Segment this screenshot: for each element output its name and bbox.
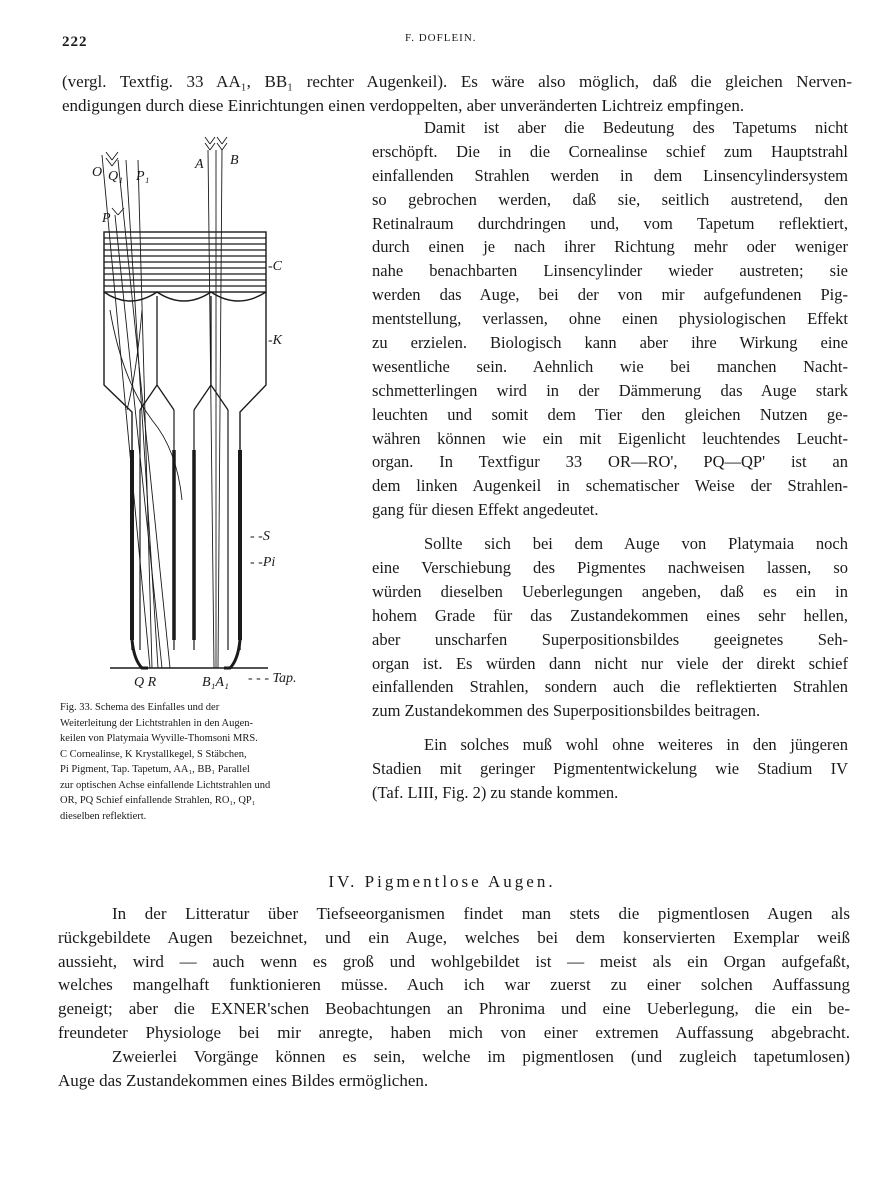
caption-line: C Cornealinse, K Krystallkegel, S Stäbchen, — [60, 748, 247, 760]
text-line: eine Verschiebung des Pigmentes nachweisen lassen, so — [372, 558, 848, 578]
text-line: freundeter Physiologe bei mir anregte, haben mich von einer extremen Auffassung abgebracht. — [58, 1022, 850, 1042]
text-line: nahe benachbarten Linsencylinder wieder austreten; sie — [372, 261, 848, 281]
text-line: dem linken Augenkeil in schematischer Weise der Strahlen- — [372, 476, 848, 496]
text-line: erschöpft. Die in die Cornealinse schief zum Hauptstrahl — [372, 141, 848, 161]
text-line: Zweierlei Vorgänge können es sein, welche im pigmentlosen (und zugleich tapetumlosen) — [112, 1046, 850, 1066]
intro-text — [62, 70, 852, 118]
label-o: O — [92, 165, 103, 180]
caption-line: dieselben reflektiert. — [60, 810, 147, 822]
caption-line: OR, PQ Schief einfallende Strahlen, RO₁, QP₁ — [60, 795, 256, 806]
text-line: zum Zustandekommen des Superpositionsbildes beitragen. — [372, 701, 761, 721]
text-line: würden dieselben Ueberlegungen angeben, daß es ein in — [372, 581, 848, 601]
label-k: -K — [268, 333, 282, 348]
text-line: Damit ist aber die Bedeutung des Tapetums nicht — [424, 118, 848, 137]
running-head: F. DOFLEIN. — [405, 32, 477, 44]
text-line: einfallenden Strahlen, sondern auch die reflektierten Strahlen — [372, 677, 848, 697]
label-b1a1: B₁A₁ — [202, 675, 229, 690]
text-line: Auge das Zustandekommen eines Bildes ermöglichen. — [58, 1070, 429, 1090]
text-line: In der Litteratur über Tiefseeorganismen findet man stets die pigmentlosen Augen als — [112, 904, 850, 923]
text-line: wesentliche sein. Aehnlich wie bei manchen Nacht- — [372, 356, 848, 376]
label-c: -C — [268, 259, 282, 274]
label-qr: Q R — [134, 675, 157, 690]
text-line: schmetterlingen wird in der Dämmerung das Auge stark — [372, 380, 848, 400]
text-line: (vergl. Textfig. 33 AA₁, BB₁ rechter Augenkeil). Es wäre also möglich, daß die gleichen Nerven- — [62, 72, 852, 91]
text-line: hohem Grade für das Zustandekommen eines sehr hellen, — [372, 605, 848, 625]
figure-caption — [60, 700, 328, 824]
caption-line: Pi Pigment, Tap. Tapetum, AA₁, BB₁ Parallel — [60, 764, 250, 775]
page-number: 222 — [62, 34, 88, 50]
text-line: so gebrochen werden, daß sie, seitlich austretend, den — [372, 189, 848, 209]
text-line: Stadien mit geringer Pigmententwickelung wie Stadium IV — [372, 759, 848, 779]
text-line: leuchten und somit dem Tier den gleichen Nutzen ge- — [372, 404, 848, 424]
label-b: B — [230, 153, 239, 168]
text-line: mentstellung, verlassen, ohne einen physiologischen Effekt — [372, 309, 848, 329]
text-line: durch einen je nach ihrer Richtung mehr oder weniger — [372, 237, 848, 257]
text-line: Ein solches muß wohl ohne weiteres in den jüngeren — [424, 735, 848, 755]
text-line: währen können wie ein mit Eigenlicht leuchtendes Leucht- — [372, 428, 848, 448]
figure-33 — [82, 120, 322, 690]
caption-line: Fig. 33. Schema des Einfalles und der — [60, 702, 220, 713]
text-line: werden das Auge, bei der von mir aufgefundenen Pig- — [372, 285, 848, 305]
text-line: Retinalraum durchdringen und, vom Tapetum reflektiert, — [372, 213, 848, 233]
text-line: welches mangelhaft funktionieren müsse. Auch ich war zuerst zu einer solchen Auffassung — [58, 975, 850, 995]
text-line: organ ist. Es würden dann nicht nur viele der direkt schief — [372, 653, 848, 673]
text-line: aussieht, wird — auch wenn es groß und wohlgebildet ist — meist als ein Organ aufgefaßt, — [58, 951, 850, 971]
text-line: organ. In Textfigur 33 OR—RO', PQ—QP' ist an — [372, 452, 848, 472]
text-line: rückgebildete Augen bezeichnet, und ein Auge, welches bei dem konservierten Exemplar weiß — [58, 927, 850, 947]
label-pi: - -Pi — [250, 555, 276, 570]
text-line: geneigt; aber die EXNER'schen Beobachtungen an Phronima und eine Ueberlegung, die ein be- — [58, 999, 850, 1019]
label-p1: P₁ — [136, 169, 150, 184]
text-line: endigungen durch diese Einrichtungen einen verdoppelten, aber unveränderten Lichtreiz empfingen. — [62, 96, 745, 115]
section-body — [58, 902, 850, 1092]
section-heading: IV. Pigmentlose Augen. — [328, 872, 556, 891]
right-column-text — [372, 116, 848, 805]
text-line: gang für diesen Effekt angedeutet. — [372, 500, 599, 520]
caption-line: zur optischen Achse einfallende Lichtstrahlen und — [60, 779, 271, 791]
text-line: Sollte sich bei dem Auge von Platymaia noch — [424, 534, 848, 554]
caption-line: keilen von Platymaia Wyville-Thomsoni MRS. — [60, 733, 258, 744]
label-q1: Q₁ — [108, 169, 123, 184]
label-s: - -S — [250, 529, 270, 544]
label-a: A — [195, 157, 204, 172]
label-p: P — [102, 211, 111, 226]
eye-schema-diagram — [82, 120, 322, 690]
label-tap: - - - Tap. — [248, 671, 297, 686]
text-line: einfallenden Strahlen werden in dem Linsencylindersystem — [372, 165, 848, 185]
text-line: (Taf. LIII, Fig. 2) zu stande kommen. — [372, 783, 619, 803]
caption-line: Weiterleitung der Lichtstrahlen in den Augen- — [60, 717, 254, 729]
text-line: aber unscharfen Superpositionsbildes geeignetes Seh- — [372, 629, 848, 649]
text-line: zu erzielen. Biologisch kann aber ihre Wirkung eine — [372, 333, 848, 353]
